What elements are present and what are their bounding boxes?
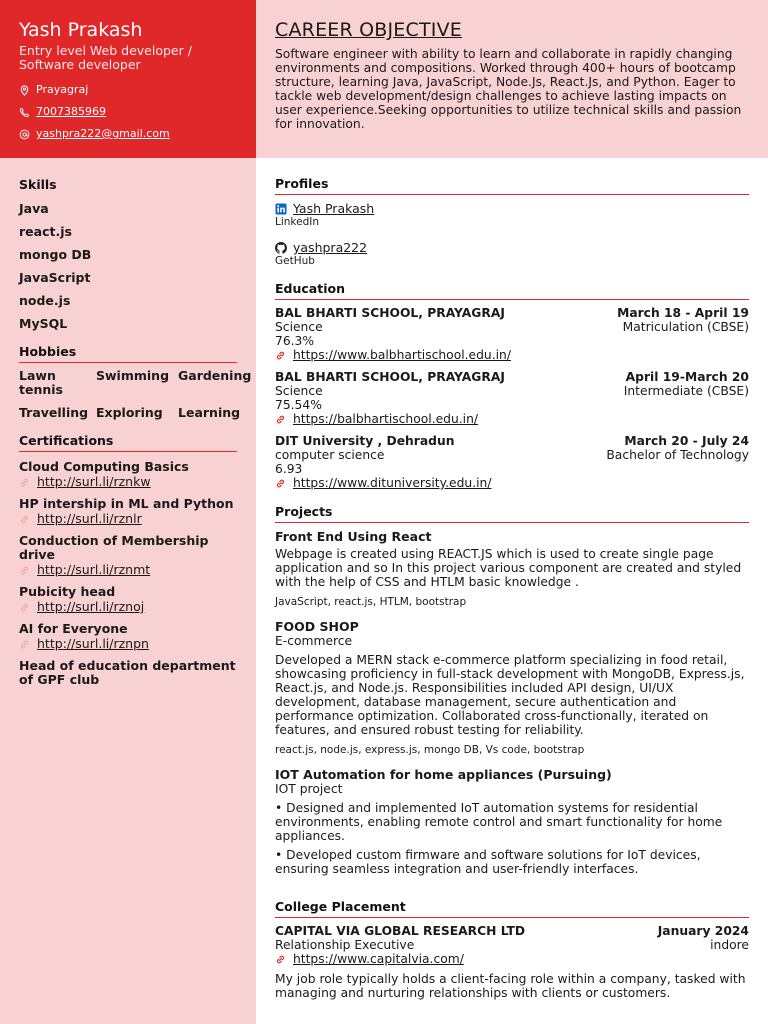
education-link-row[interactable] (275, 476, 749, 490)
education-score: 76.3% (275, 334, 315, 348)
certifications-title: Certifications (19, 433, 237, 452)
location-text: Prayagraj (36, 83, 89, 96)
education-title: Education (275, 281, 749, 300)
location-row (19, 83, 238, 97)
cert-link-row[interactable] (19, 475, 237, 489)
linkedin-icon (275, 203, 287, 215)
placement-section (275, 899, 749, 1000)
skill-item: MySQL (19, 316, 68, 331)
placement-location: indore (710, 938, 749, 952)
cert-url[interactable]: http://surl.li/rznpn (37, 636, 149, 651)
github-icon (275, 242, 287, 254)
education-link-row[interactable] (275, 348, 749, 362)
projects-title: Projects (275, 504, 749, 523)
project-entry (275, 619, 749, 757)
projects-section (275, 504, 749, 876)
education-score: 75.54% (275, 398, 322, 412)
education-dates: March 20 - July 24 (624, 434, 749, 448)
education-entry (275, 434, 749, 490)
link-icon (275, 478, 286, 489)
cert-link-row[interactable] (19, 637, 237, 651)
hobby-item: Learning (178, 405, 241, 420)
cert-name: Pubicity head (19, 584, 116, 599)
link-icon (275, 414, 286, 425)
education-url[interactable]: https://www.balbhartischool.edu.in/ (293, 348, 511, 362)
project-tech: react.js, node.js, express.js, mongo DB, Vs code, bootstrap (275, 744, 585, 756)
candidate-role: Entry level Web developer / Software developer (19, 43, 192, 72)
project-title: IOT Automation for home appliances (Pursuing) (275, 767, 612, 782)
email-row[interactable] (19, 127, 238, 141)
project-bullet: • Developed custom firmware and software solutions for IoT devices, ensuring seamless integration and user-friendly interfaces. (275, 848, 701, 876)
profiles-title: Profiles (275, 176, 749, 195)
project-bullet: • Designed and implemented IoT automation systems for residential environments, enabling remote control and smart functionality for home appliances. (275, 801, 723, 843)
placement-entry (275, 924, 749, 1000)
cert-name: HP intership in ML and Python (19, 496, 234, 511)
skill-item: Java (19, 201, 49, 216)
hobby-item: Gardening (178, 368, 252, 383)
cert-name: Head of education department of GPF club (19, 658, 236, 687)
education-dates: April 19-March 20 (625, 370, 749, 384)
hobby-item: Exploring (96, 405, 163, 420)
link-icon (275, 954, 286, 965)
skill-item: react.js (19, 224, 72, 239)
career-objective-section (256, 0, 768, 158)
cert-link-row[interactable] (19, 600, 237, 614)
placement-date: January 2024 (657, 924, 749, 938)
placement-title: College Placement (275, 899, 749, 918)
cert-link-row[interactable] (19, 563, 237, 577)
at-icon (19, 129, 30, 140)
education-entry (275, 370, 749, 426)
profile-name[interactable]: Yash Prakash (293, 201, 375, 216)
link-icon (19, 639, 30, 650)
project-tech: JavaScript, react.js, HTLM, bootstrap (275, 596, 467, 608)
cert-name: Cloud Computing Basics (19, 459, 189, 474)
hobby-item: Travelling (19, 405, 89, 420)
hobby-item: Swimming (96, 368, 170, 383)
certifications-section (19, 433, 237, 687)
profiles-section (275, 176, 749, 268)
candidate-name: Yash Prakash (19, 19, 143, 41)
profile-network: GetHub (275, 255, 315, 267)
profile-name[interactable]: yashpra222 (293, 240, 368, 255)
skill-item: JavaScript (19, 270, 91, 285)
location-pin-icon (19, 85, 30, 96)
cert-link-row[interactable] (19, 512, 237, 526)
profile-linkedin[interactable] (275, 201, 749, 216)
hobby-item: Lawn tennis (19, 368, 63, 397)
project-description: Developed a MERN stack e-commerce platform specializing in food retail, showcasing proficiency in full-stack development with MongoDB, Express.js, React.js, and Node.js. Responsibilities included API design, UI/UX development, database management, secure authentication and performance optimization. Collaborated cross-functionally, iterated on features, and ensured robust testing for reliability. (275, 653, 745, 737)
education-field: Science (275, 320, 323, 334)
phone-row[interactable] (19, 105, 238, 119)
link-icon (19, 602, 30, 613)
project-description: Webpage is created using REACT.JS which is used to create single page application and so In this project various component are created and styled with the help of CSS and HTLM basic knowledge . (275, 547, 742, 589)
cert-url[interactable]: http://surl.li/rznoj (37, 599, 145, 614)
project-subtitle: E-commerce (275, 634, 353, 648)
skill-item: mongo DB (19, 247, 92, 262)
cert-url[interactable]: http://surl.li/rznlr (37, 511, 142, 526)
education-dates: March 18 - April 19 (617, 306, 749, 320)
phone-link[interactable]: 7007385969 (36, 105, 106, 118)
hobbies-section (19, 344, 252, 420)
education-degree: Bachelor of Technology (606, 448, 749, 462)
link-icon (19, 565, 30, 576)
school-name: BAL BHARTI SCHOOL, PRAYAGRAJ (275, 306, 505, 320)
education-section (275, 281, 749, 490)
school-name: BAL BHARTI SCHOOL, PRAYAGRAJ (275, 370, 505, 384)
education-link-row[interactable] (275, 412, 749, 426)
project-entry (275, 529, 749, 609)
cert-name: Conduction of Membership drive (19, 533, 209, 562)
project-subtitle: IOT project (275, 782, 343, 796)
placement-link-row[interactable] (275, 952, 749, 966)
phone-icon (19, 107, 30, 118)
cert-url[interactable]: http://surl.li/rznmt (37, 562, 151, 577)
link-icon (275, 350, 286, 361)
email-link[interactable]: yashpra222@gmail.com (36, 127, 170, 140)
education-url[interactable]: https://balbhartischool.edu.in/ (293, 412, 479, 426)
project-entry (275, 767, 749, 876)
company-name: CAPITAL VIA GLOBAL RESEARCH LTD (275, 924, 526, 938)
project-title: FOOD SHOP (275, 619, 359, 634)
cert-name: AI for Everyone (19, 621, 128, 636)
placement-url[interactable]: https://www.capitalvia.com/ (293, 952, 464, 966)
skills-title: Skills (19, 177, 57, 192)
project-title: Front End Using React (275, 529, 432, 544)
education-entry (275, 306, 749, 362)
education-degree: Intermediate (CBSE) (623, 384, 749, 398)
education-url[interactable]: https://www.dituniversity.edu.in/ (293, 476, 492, 490)
skill-item: node.js (19, 293, 71, 308)
education-field: Science (275, 384, 323, 398)
education-degree: Matriculation (CBSE) (622, 320, 749, 334)
hobbies-grid (19, 368, 252, 420)
education-score: 6.93 (275, 462, 303, 476)
cert-url[interactable]: http://surl.li/rznkw (37, 474, 151, 489)
profile-network: LinkedIn (275, 216, 320, 228)
hobbies-title: Hobbies (19, 344, 237, 363)
objective-title: CAREER OBJECTIVE (275, 19, 462, 41)
profile-github[interactable] (275, 240, 749, 255)
placement-position: Relationship Executive (275, 938, 415, 952)
education-field: computer science (275, 448, 385, 462)
skills-section (19, 177, 237, 331)
school-name: DIT University , Dehradun (275, 434, 455, 448)
objective-text: Software engineer with ability to learn and collaborate in rapidly changing environments and compositions. Worked through 400+ hours of bootcamp structure, learning Java, JavaScript, Node.Js, React.Js, and Python. Eager to tackle web development/design challenges to achieve lasting impacts on user experience.Seeking opportunities to utilize technical skills and passion for innovation. (275, 47, 742, 131)
placement-description: My job role typically holds a client-facing role within a company, tasked with managing and nurturing relationships with clients or customers. (275, 972, 746, 1000)
header-block (0, 0, 256, 158)
link-icon (19, 477, 30, 488)
link-icon (19, 514, 30, 525)
